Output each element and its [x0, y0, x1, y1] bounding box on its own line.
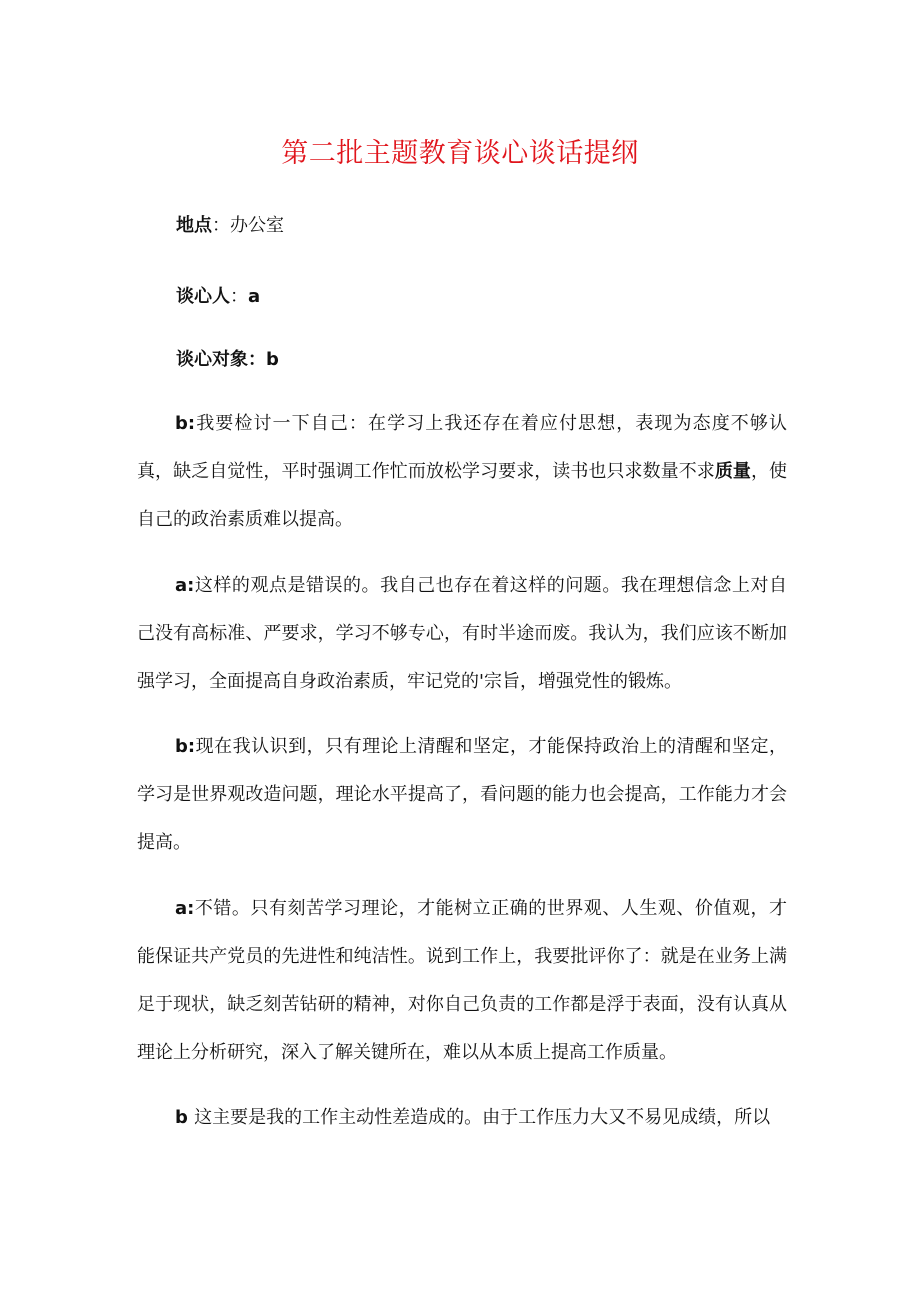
- speaker-label: b: [175, 413, 188, 434]
- speaker-label: b: [175, 736, 188, 757]
- dialogue-text: ，使自己的政治素质难以提高。: [137, 461, 788, 530]
- target-value: b: [266, 349, 279, 370]
- dialogue-paragraph: [137, 885, 787, 1077]
- dialogue-text: 这样的观点是错误的。我自己也存在着这样的问题。我在理想信念上对自己没有高标准、严要求，学习不够专心，有时半途而废。我认为，我们应该不断加强学习，全面提高自身政治素质，牢记党的'宗旨，增强党性的锻炼。: [137, 575, 787, 692]
- dialogue-text: 这主要是我的工作主动性差造成的。由于工作压力大又不易见成绩，所以: [194, 1107, 771, 1128]
- dialogue-text: 我要检讨一下自己：在学习上我还存在着应付思想，表现为态度不够认真，缺乏自觉性，平时强调工作忙而放松学习要求，读书也只求数量不求: [137, 413, 787, 482]
- speaker-separator: :: [187, 413, 196, 434]
- speaker-label: b: [175, 1107, 188, 1128]
- location-separator: ：: [212, 215, 230, 236]
- dialogue-paragraph: [137, 400, 787, 544]
- speaker-separator: :: [187, 898, 195, 919]
- location-value: 办公室: [230, 215, 284, 236]
- target-label: 谈心对象: [176, 349, 248, 370]
- speaker-separator: :: [187, 575, 195, 596]
- meta-location: [176, 211, 284, 241]
- meta-target: [176, 345, 279, 375]
- talker-label: 谈心人: [176, 286, 230, 307]
- dialogue-paragraph: [137, 723, 787, 867]
- talker-value: a: [248, 286, 261, 307]
- dialogue-paragraph: [137, 562, 787, 706]
- dialogue-paragraph: [137, 1094, 787, 1142]
- speaker-label: a: [175, 575, 188, 596]
- speaker-separator: :: [187, 736, 196, 757]
- document-title: 第二批主题教育谈心谈话提纲: [281, 138, 639, 169]
- speaker-label: a: [175, 898, 188, 919]
- talker-separator: ：: [230, 286, 248, 307]
- emphasis-text: 质量: [714, 461, 751, 482]
- target-separator: ：: [248, 349, 266, 370]
- dialogue-text: 现在我认识到，只有理论上清醒和坚定，才能保持政治上的清醒和坚定，学习是世界观改造问题，理论水平提高了，看问题的能力也会提高，工作能力才会提高。: [137, 736, 787, 853]
- location-label: 地点: [176, 215, 212, 236]
- dialogue-text: 不错。只有刻苦学习理论，才能树立正确的世界观、人生观、价值观，才能保证共产党员的先进性和纯洁性。说到工作上，我要批评你了：就是在业务上满足于现状，缺乏刻苦钻研的精神，对你自己负责的工作都是浮于表面，没有认真从理论上分析研究，深入了解关键所在，难以从本质上提高工作质量。: [137, 898, 787, 1063]
- meta-talker: [176, 282, 260, 312]
